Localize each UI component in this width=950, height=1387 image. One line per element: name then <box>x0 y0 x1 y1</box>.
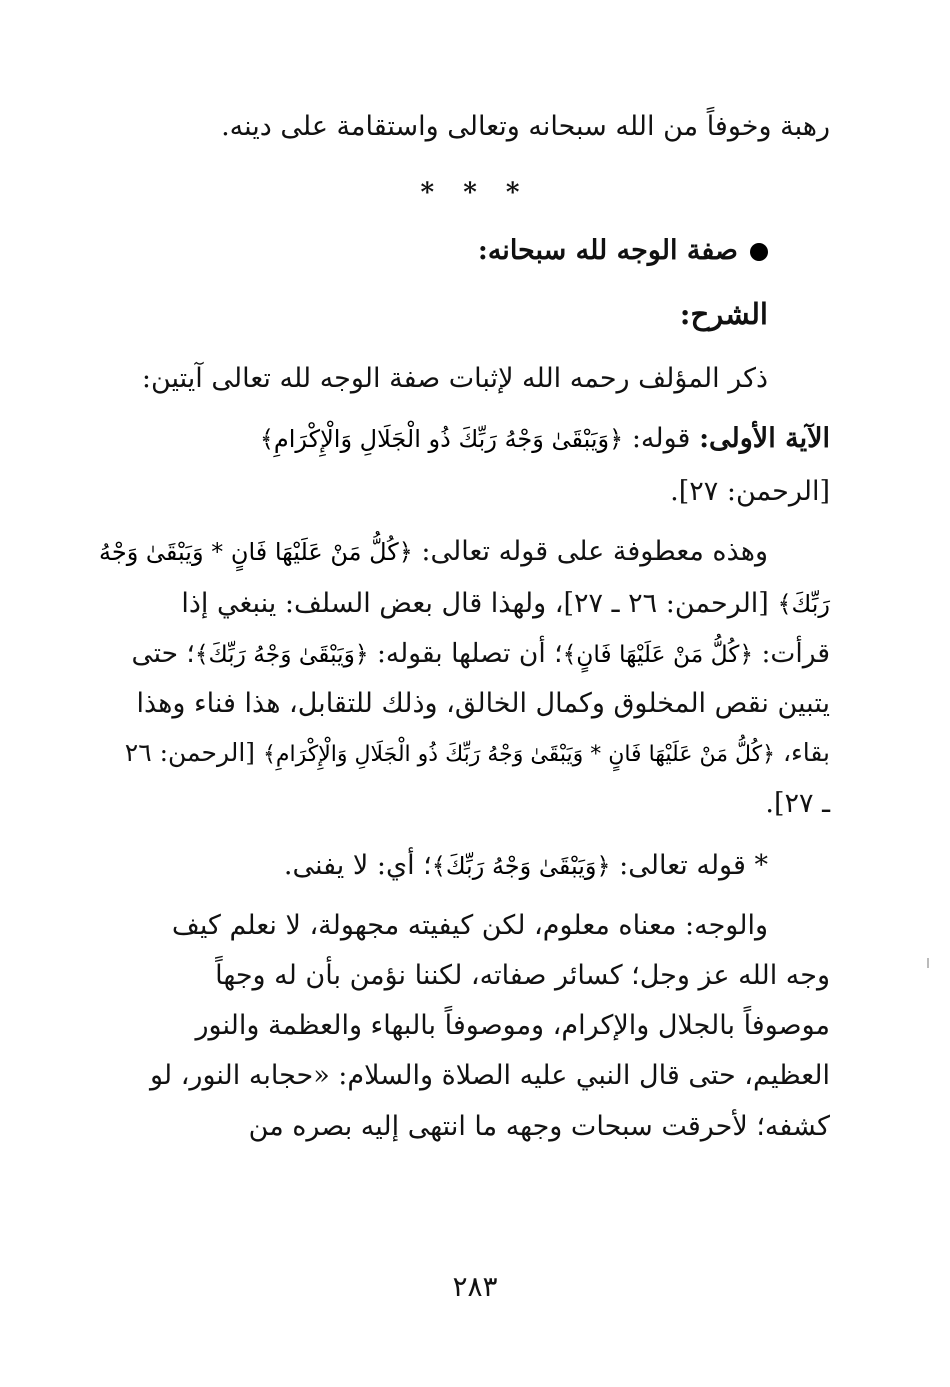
paragraph4-line3: موصوفاً بالجلال والإكرام، وموصوفاً بالبهاء والعظمة والنور <box>195 1010 830 1041</box>
paragraph2-line6: ـ ٢٧]. <box>765 788 830 819</box>
paragraph2-line4: يتبين نقص المخلوق وكمال الخالق، وذلك للتقابل، هذا فناء وهذا <box>136 688 830 719</box>
p3-text: * قوله تعالى: <box>619 850 768 881</box>
ayah1-label: الآية الأولى: <box>699 423 830 454</box>
sharh-label: الشرح: <box>679 297 768 331</box>
quran-verse: رَبِّكَ﴾ <box>777 590 830 618</box>
p2-text: ؛ أن تصلها بقوله: <box>376 638 563 669</box>
paragraph2-line1 <box>98 536 768 567</box>
ayah1-line <box>118 425 830 452</box>
paragraph4-line4: العظيم، حتى قال النبي عليه الصلاة والسلام: «حجابه النور، لو <box>149 1060 830 1091</box>
paragraph4-line5: كشفه؛ لأحرقت سبحات وجهه ما انتهى إليه بصره من <box>248 1111 830 1142</box>
p2-text: قرأت: <box>761 638 830 669</box>
page-number: ٢٨٣ <box>452 1270 498 1303</box>
paragraph2-line3 <box>118 638 830 669</box>
section-separator: * * * <box>420 178 530 208</box>
p3-text: ؛ أي: لا يفنى. <box>283 850 432 881</box>
ayah1-reference: [الرحمن: ٢٧]. <box>670 476 830 507</box>
paragraph4-line2: وجه الله عز وجل؛ كسائر صفاته، لكننا نؤمن بأن له وجهاً <box>215 960 830 991</box>
paragraph2-line5 <box>118 740 830 766</box>
intro-line: ذكر المؤلف رحمه الله لإثبات صفة الوجه لله تعالى آيتين: <box>141 363 768 394</box>
quran-verse: ﴿كُلُّ مَنْ عَلَيْهَا فَانٍ﴾ <box>562 641 754 668</box>
quran-verse: ﴿وَيَبْقَىٰ وَجْهُ رَبِّكَ ذُو الْجَلَالِ وَالْإِكْرَامِ﴾ <box>259 425 624 453</box>
quran-verse: ﴿كُلُّ مَنْ عَلَيْهَا فَانٍ * وَيَبْقَىٰ وَجْهُ <box>98 538 413 566</box>
section-heading <box>478 237 768 264</box>
p2-text: بقاء، <box>782 738 830 767</box>
scan-mark <box>927 958 929 968</box>
bullet-icon <box>750 243 768 261</box>
p2-text: ؛ حتى <box>131 638 195 669</box>
paragraph3-line <box>284 852 768 879</box>
p2-text: [الرحمن: ٢٦ ـ ٢٧]، ولهذا قال بعض السلف: ينبغي إذا <box>181 588 769 619</box>
p2-text: وهذه معطوفة على قوله تعالى: <box>421 536 768 567</box>
quran-verse: ﴿وَيَبْقَىٰ وَجْهُ رَبِّكَ﴾ <box>431 852 611 880</box>
p2-text: [الرحمن: ٢٦ <box>124 738 256 767</box>
section-heading-text: صفة الوجه لله سبحانه: <box>477 235 738 266</box>
paragraph4-line1: والوجه: معناه معلوم، لكن كيفيته مجهولة، لا نعلم كيف <box>171 910 768 941</box>
text-line-continuation: رهبة وخوفاً من الله سبحانه وتعالى واستقامة على دينه. <box>221 111 830 142</box>
ayah1-qawluh: قوله: <box>631 423 691 454</box>
quran-verse: ﴿كُلُّ مَنْ عَلَيْهَا فَانٍ * وَيَبْقَىٰ وَجْهُ رَبِّكَ ذُو الْجَلَالِ وَالْإِكْرَامِ﴾ <box>263 742 775 767</box>
paragraph2-line2 <box>118 590 830 617</box>
quran-verse: ﴿وَيَبْقَىٰ وَجْهُ رَبِّكَ﴾ <box>194 641 369 668</box>
